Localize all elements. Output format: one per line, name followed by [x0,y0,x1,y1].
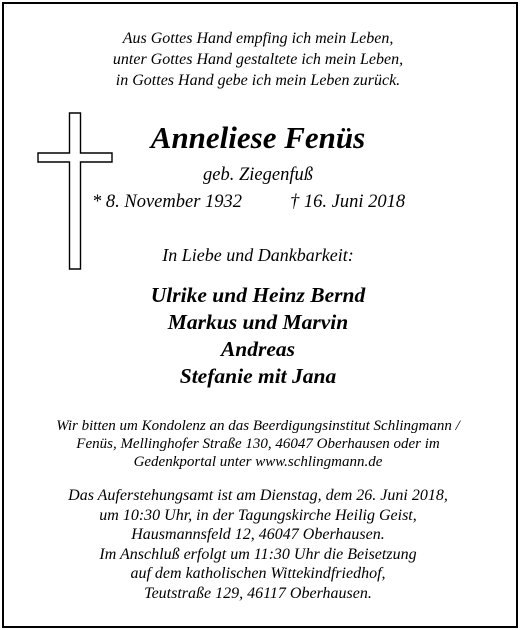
service-line: Das Auferstehungsamt ist am Dienstag, dem 26. Juni 2018, [68,487,448,504]
service-details [0,486,516,603]
mourners-list [0,282,516,390]
motto-line: in Gottes Hand gebe ich mein Leben zurück. [115,72,401,89]
born-name: geb. Ziegenfuß [203,165,313,185]
service-line: Teutstraße 129, 46117 Oberhausen. [144,584,372,602]
mourner-line: Markus und Marvin [167,310,349,334]
service-line: Im Anschluß erfolgt um 11:30 Uhr die Beisetzung [99,545,417,563]
birth-date: * 8. November 1932 [92,192,243,212]
death-date: † 16. Juni 2018 [290,192,406,212]
deceased-name: Anneliese Fenüs [150,120,366,155]
mourner-line: Stefanie mit Jana [179,364,337,388]
condolence-line: Wir bitten um Kondolenz an das Beerdigungsinstitut Schlingmann / [56,418,460,434]
motto-line: Aus Gottes Hand empfing ich mein Leben, [122,30,394,47]
mourner-line: Andreas [220,337,296,361]
service-line: um 10:30 Uhr, in der Tagungskirche Heilig Geist, [99,506,417,524]
service-line: auf dem katholischen Wittekindfriedhof, [130,565,386,582]
motto-line: unter Gottes Hand gestaltete ich mein Leben, [112,51,404,68]
service-line: Hausmannsfeld 12, 46047 Oberhausen. [131,526,385,543]
condolence-note [0,417,516,471]
condolence-line: Fenüs, Mellinghofer Straße 130, 46047 Oberhausen oder im [76,436,440,452]
love-line: In Liebe und Dankbarkeit: [162,245,354,265]
condolence-line: Gedenkportal unter www.schlingmann.de [133,454,383,470]
mourner-line: Ulrike und Heinz Bernd [150,283,366,307]
motto-verse [0,28,516,91]
